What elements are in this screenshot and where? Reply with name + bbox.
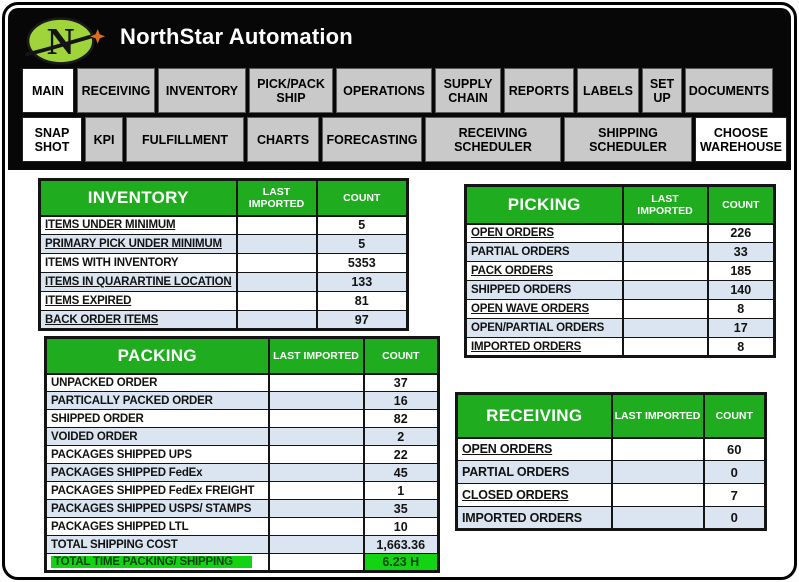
table-row	[46, 518, 439, 536]
row-label-cell	[46, 536, 269, 554]
secondary-nav	[22, 117, 787, 162]
inventory-table	[38, 178, 409, 331]
row-label: ITEMS WITH INVENTORY	[45, 257, 179, 269]
column-header-last-imported: LAST IMPORTED	[269, 338, 364, 374]
table-row	[40, 216, 408, 235]
count-cell: 0	[704, 507, 766, 530]
column-header-count: COUNT	[364, 338, 439, 374]
count-cell: 33	[708, 243, 775, 262]
row-label: TOTAL TIME PACKING/ SHIPPING	[51, 556, 252, 568]
count-cell: 2	[364, 428, 439, 446]
table-header-row	[40, 180, 408, 216]
table-row	[457, 507, 766, 530]
last-imported-cell	[269, 446, 364, 464]
count-cell: 81	[317, 292, 408, 311]
row-label[interactable]: ITEMS UNDER MINIMUM	[45, 219, 176, 232]
tab-reports[interactable]: REPORTS	[504, 68, 574, 113]
count-cell: 10	[364, 518, 439, 536]
count-cell: 5	[317, 235, 408, 254]
table-row	[46, 446, 439, 464]
table-row	[40, 273, 408, 292]
row-label[interactable]: OPEN ORDERS	[462, 442, 553, 457]
table-row	[46, 410, 439, 428]
count-cell: 6.23 H	[364, 554, 439, 572]
column-header-last-imported: LAST IMPORTED	[612, 394, 704, 438]
row-label-cell	[40, 311, 237, 330]
last-imported-cell	[623, 243, 708, 262]
last-imported-cell	[269, 428, 364, 446]
row-label-cell	[46, 464, 269, 482]
table-row	[40, 292, 408, 311]
app-window	[2, 2, 797, 580]
row-label-cell	[466, 300, 623, 319]
last-imported-cell	[612, 438, 704, 461]
tab-choose-warehouse[interactable]: CHOOSE WAREHOUSE	[695, 117, 787, 162]
row-label-cell	[457, 484, 612, 507]
tab-set-up[interactable]: SET UP	[642, 68, 682, 113]
column-header-count: COUNT	[704, 394, 766, 438]
table-row	[46, 536, 439, 554]
row-label: PACKAGES SHIPPED FedEx	[51, 466, 203, 479]
row-label-cell	[466, 262, 623, 281]
column-header-count: COUNT	[317, 180, 408, 216]
row-label: SHIPPED ORDERS	[471, 284, 572, 296]
row-label-cell	[46, 446, 269, 464]
row-label-cell	[466, 338, 623, 357]
tab-operations[interactable]: OPERATIONS	[336, 68, 432, 113]
last-imported-cell	[237, 273, 317, 292]
row-label[interactable]: ITEMS IN QUARARTINE LOCATION	[45, 276, 232, 288]
row-label-cell	[457, 461, 612, 484]
row-label: PACKAGES SHIPPED LTL	[51, 520, 189, 533]
last-imported-cell	[237, 254, 317, 273]
table-row	[40, 235, 408, 254]
packing-table	[44, 336, 440, 573]
row-label[interactable]: PACK ORDERS	[471, 265, 553, 277]
table-title: PACKING	[46, 338, 269, 374]
count-cell: 185	[708, 262, 775, 281]
table-row	[46, 392, 439, 410]
last-imported-cell	[269, 500, 364, 518]
row-label-cell	[40, 254, 237, 273]
last-imported-cell	[623, 224, 708, 243]
table-title: PICKING	[466, 186, 623, 224]
table-title: RECEIVING	[457, 394, 612, 438]
row-label: UNPACKED ORDER	[51, 376, 158, 389]
last-imported-cell	[237, 216, 317, 235]
last-imported-cell	[237, 292, 317, 311]
table-header-row	[457, 394, 766, 438]
count-cell: 226	[708, 224, 775, 243]
count-cell: 5	[317, 216, 408, 235]
primary-nav	[22, 68, 773, 113]
count-cell: 97	[317, 311, 408, 330]
count-cell: 8	[708, 300, 775, 319]
count-cell: 5353	[317, 254, 408, 273]
table-header-row	[46, 338, 439, 374]
last-imported-cell	[623, 300, 708, 319]
count-cell: 45	[364, 464, 439, 482]
last-imported-cell	[623, 338, 708, 357]
table-row	[466, 300, 775, 319]
northstar-logo-icon	[22, 13, 108, 74]
row-label: PARTICALLY PACKED ORDER	[51, 394, 213, 407]
tab-receiving-scheduler[interactable]: RECEIVING SCHEDULER	[425, 117, 561, 162]
row-label-cell	[46, 518, 269, 536]
tab-snap-shot[interactable]: SNAP SHOT	[22, 117, 82, 162]
svg-text:N: N	[47, 20, 75, 63]
row-label-cell	[457, 507, 612, 530]
last-imported-cell	[612, 461, 704, 484]
last-imported-cell	[269, 536, 364, 554]
row-label[interactable]: IMPORTED ORDERS	[471, 340, 582, 353]
row-label-cell	[40, 235, 237, 254]
last-imported-cell	[612, 507, 704, 530]
table-row	[466, 224, 775, 243]
row-label[interactable]: ITEMS EXPIRED	[45, 295, 132, 307]
row-label[interactable]: CLOSED ORDERS	[462, 488, 569, 502]
count-cell: 140	[708, 281, 775, 300]
row-label[interactable]: BACK ORDER ITEMS	[45, 313, 159, 326]
row-label-cell	[466, 319, 623, 338]
count-cell: 16	[364, 392, 439, 410]
tab-forecasting[interactable]: FORECASTING	[322, 117, 422, 162]
table-row	[466, 262, 775, 281]
tab-receiving[interactable]: RECEIVING	[77, 68, 155, 113]
table-row	[457, 484, 766, 507]
row-label[interactable]: OPEN WAVE ORDERS	[471, 303, 589, 315]
row-label: SHIPPED ORDER	[51, 412, 144, 425]
table-row	[46, 374, 439, 392]
table-row	[46, 500, 439, 518]
last-imported-cell	[269, 464, 364, 482]
table-row	[46, 482, 439, 500]
row-label: OPEN/PARTIAL ORDERS	[471, 322, 605, 334]
table-row	[466, 281, 775, 300]
tab-fulfillment[interactable]: FULFILLMENT	[126, 117, 244, 162]
row-label-cell	[40, 216, 237, 235]
app-title: NorthStar Automation	[120, 24, 353, 49]
tab-kpi[interactable]: KPI	[85, 117, 123, 162]
row-label-cell	[466, 224, 623, 243]
table-row	[46, 554, 439, 572]
last-imported-cell	[623, 319, 708, 338]
count-cell: 1	[364, 482, 439, 500]
last-imported-cell	[623, 281, 708, 300]
row-label-cell	[46, 392, 269, 410]
column-header-last-imported: LAST IMPORTED	[623, 186, 708, 224]
tab-shipping-scheduler[interactable]: SHIPPING SCHEDULER	[564, 117, 692, 162]
tab-inventory[interactable]: INVENTORY	[158, 68, 246, 113]
row-label: PACKAGES SHIPPED FedEx FREIGHT	[51, 484, 255, 497]
count-cell: 17	[708, 319, 775, 338]
tab-labels[interactable]: LABELS	[577, 68, 639, 113]
row-label-cell	[457, 438, 612, 461]
count-cell: 22	[364, 446, 439, 464]
row-label-cell	[466, 243, 623, 262]
row-label-cell	[46, 428, 269, 446]
row-label: VOIDED ORDER	[51, 430, 138, 443]
row-label-cell	[46, 482, 269, 500]
table-row	[466, 243, 775, 262]
table-row	[46, 428, 439, 446]
count-cell: 8	[708, 338, 775, 357]
last-imported-cell	[269, 554, 364, 572]
row-label-cell	[46, 554, 269, 572]
last-imported-cell	[269, 410, 364, 428]
table-row	[457, 461, 766, 484]
tab-supply-chain[interactable]: SUPPLY CHAIN	[435, 68, 501, 113]
last-imported-cell	[269, 518, 364, 536]
picking-table	[464, 184, 776, 358]
count-cell: 82	[364, 410, 439, 428]
tab-documents[interactable]: DOCUMENTS	[685, 68, 773, 113]
row-label: PARTIAL ORDERS	[462, 465, 570, 479]
header-nav-band	[8, 8, 791, 170]
tab-pick-pack-ship[interactable]: PICK/PACK SHIP	[249, 68, 333, 113]
receiving-table	[455, 392, 767, 531]
table-header-row	[466, 186, 775, 224]
column-header-last-imported: LAST IMPORTED	[237, 180, 317, 216]
row-label-cell	[46, 374, 269, 392]
last-imported-cell	[612, 484, 704, 507]
row-label-cell	[46, 500, 269, 518]
table-row	[457, 438, 766, 461]
last-imported-cell	[237, 235, 317, 254]
count-cell: 35	[364, 500, 439, 518]
table-row	[40, 311, 408, 330]
count-cell: 37	[364, 374, 439, 392]
table-row	[466, 319, 775, 338]
row-label[interactable]: OPEN ORDERS	[471, 227, 554, 240]
row-label[interactable]: PRIMARY PICK UNDER MINIMUM	[45, 238, 222, 250]
last-imported-cell	[269, 392, 364, 410]
row-label-cell	[46, 410, 269, 428]
row-label: IMPORTED ORDERS	[462, 510, 582, 525]
count-cell: 60	[704, 438, 766, 461]
count-cell: 7	[704, 484, 766, 507]
row-label: TOTAL SHIPPING COST	[51, 538, 178, 551]
count-cell: 0	[704, 461, 766, 484]
tab-main[interactable]: MAIN	[22, 68, 74, 113]
row-label-cell	[466, 281, 623, 300]
row-label-cell	[40, 292, 237, 311]
last-imported-cell	[269, 482, 364, 500]
last-imported-cell	[269, 374, 364, 392]
table-row	[40, 254, 408, 273]
table-row	[466, 338, 775, 357]
row-label-cell	[40, 273, 237, 292]
row-label: PACKAGES SHIPPED UPS	[51, 448, 192, 461]
table-title: INVENTORY	[40, 180, 237, 216]
count-cell: 1,663.36	[364, 536, 439, 554]
column-header-count: COUNT	[708, 186, 775, 224]
tab-charts[interactable]: CHARTS	[247, 117, 319, 162]
table-row	[46, 464, 439, 482]
count-cell: 133	[317, 273, 408, 292]
row-label: PACKAGES SHIPPED USPS/ STAMPS	[51, 502, 252, 515]
last-imported-cell	[623, 262, 708, 281]
last-imported-cell	[237, 311, 317, 330]
row-label: PARTIAL ORDERS	[471, 246, 570, 258]
